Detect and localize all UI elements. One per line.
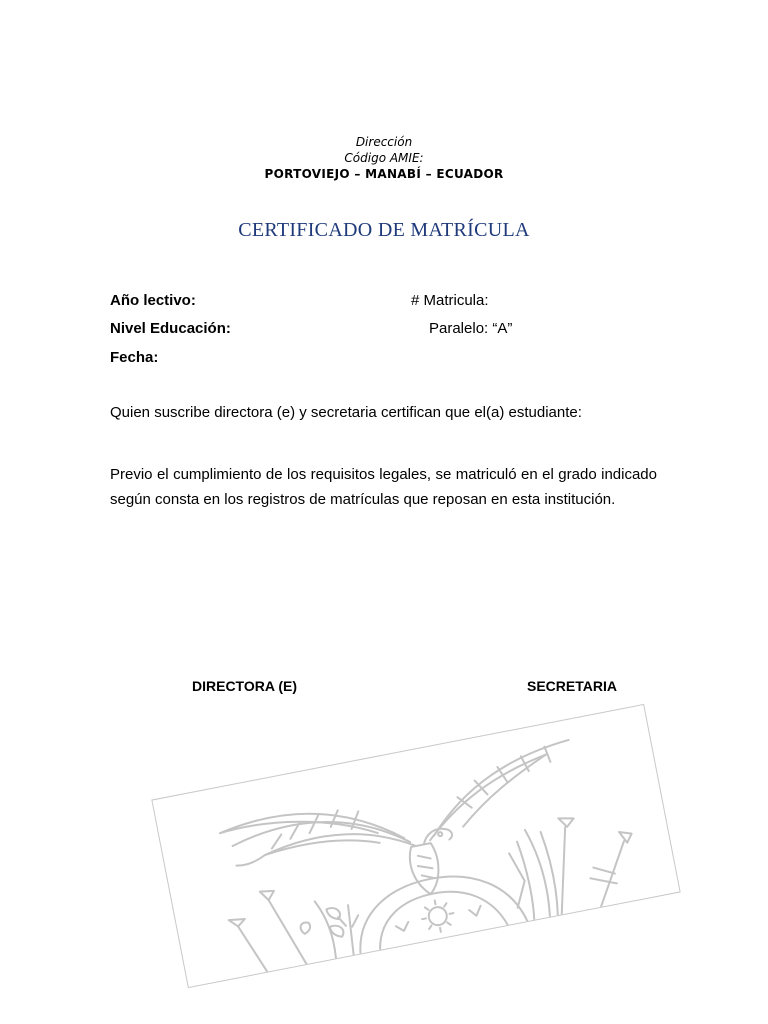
document-title: CERTIFICADO DE MATRÍCULA bbox=[238, 219, 530, 241]
header-location: PORTOVIEJO – MANABÍ – ECUADOR bbox=[264, 167, 504, 181]
intro-paragraph: Quien suscribe directora (e) y secretaria certifican que el(a) estudiante: bbox=[110, 404, 582, 421]
secretaria-signature-label: SECRETARIA bbox=[527, 678, 617, 694]
fecha-label: Fecha: bbox=[110, 349, 159, 366]
nivel-educacion-label: Nivel Educación: bbox=[110, 320, 231, 337]
header-codigo-amie: Código AMIE: bbox=[344, 151, 424, 165]
header-direccion: Dirección bbox=[355, 135, 413, 149]
anio-lectivo-label: Año lectivo: bbox=[110, 292, 196, 309]
paralelo-label: Paralelo: “A” bbox=[429, 320, 513, 337]
body-paragraph: Previo el cumplimiento de los requisitos legales, se matriculó en el grado indicado según consta en los registros de matrículas que reposan en esta institución. bbox=[110, 466, 657, 508]
directora-signature-label: DIRECTORA (E) bbox=[192, 678, 297, 694]
matricula-label: # Matricula: bbox=[411, 292, 489, 309]
coat-of-arms-image bbox=[151, 704, 680, 988]
ecuador-coat-of-arms-icon bbox=[152, 705, 679, 987]
